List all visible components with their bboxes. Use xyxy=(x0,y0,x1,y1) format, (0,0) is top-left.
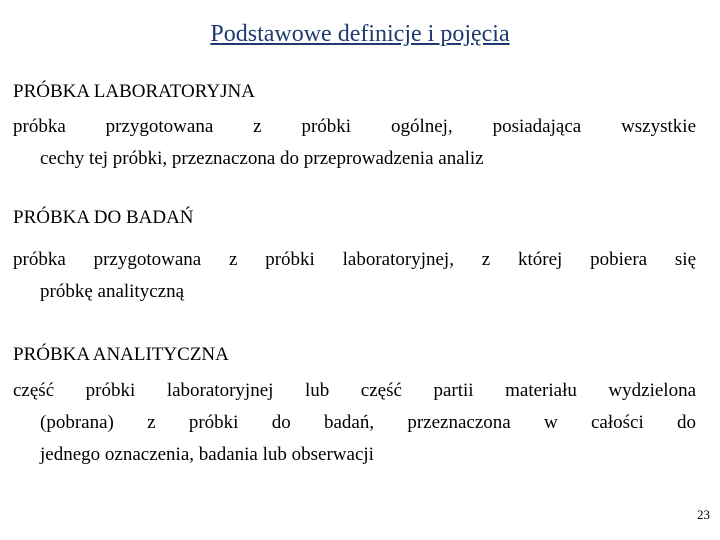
definition-line: próbkę analityczną xyxy=(40,281,185,302)
page-number: 23 xyxy=(697,507,710,522)
definition-line: (pobrana) z próbki do badań, przeznaczona w całości do xyxy=(40,412,696,433)
definition-line: cechy tej próbki, przeznaczona do przeprowadzenia analiz xyxy=(40,148,484,169)
definition-line: próbka przygotowana z próbki laboratoryjnej, z której pobiera się xyxy=(13,249,696,270)
definition-line: część próbki laboratoryjnej lub część partii materiału wydzielona xyxy=(13,380,696,401)
term-probka-do-badan: PRÓBKA DO BADAŃ xyxy=(13,207,194,228)
definition-probka-analityczna xyxy=(13,375,696,471)
definition-probka-do-badan xyxy=(13,244,696,308)
term-probka-analityczna: PRÓBKA ANALITYCZNA xyxy=(13,344,229,365)
definition-line: próbka przygotowana z próbki ogólnej, posiadająca wszystkie xyxy=(13,116,696,137)
slide-title: Podstawowe definicje i pojęcia xyxy=(210,21,510,47)
definition-probka-laboratoryjna xyxy=(13,111,696,175)
term-probka-laboratoryjna: PRÓBKA LABORATORYJNA xyxy=(13,81,255,102)
definition-line: jednego oznaczenia, badania lub obserwacji xyxy=(40,444,374,465)
